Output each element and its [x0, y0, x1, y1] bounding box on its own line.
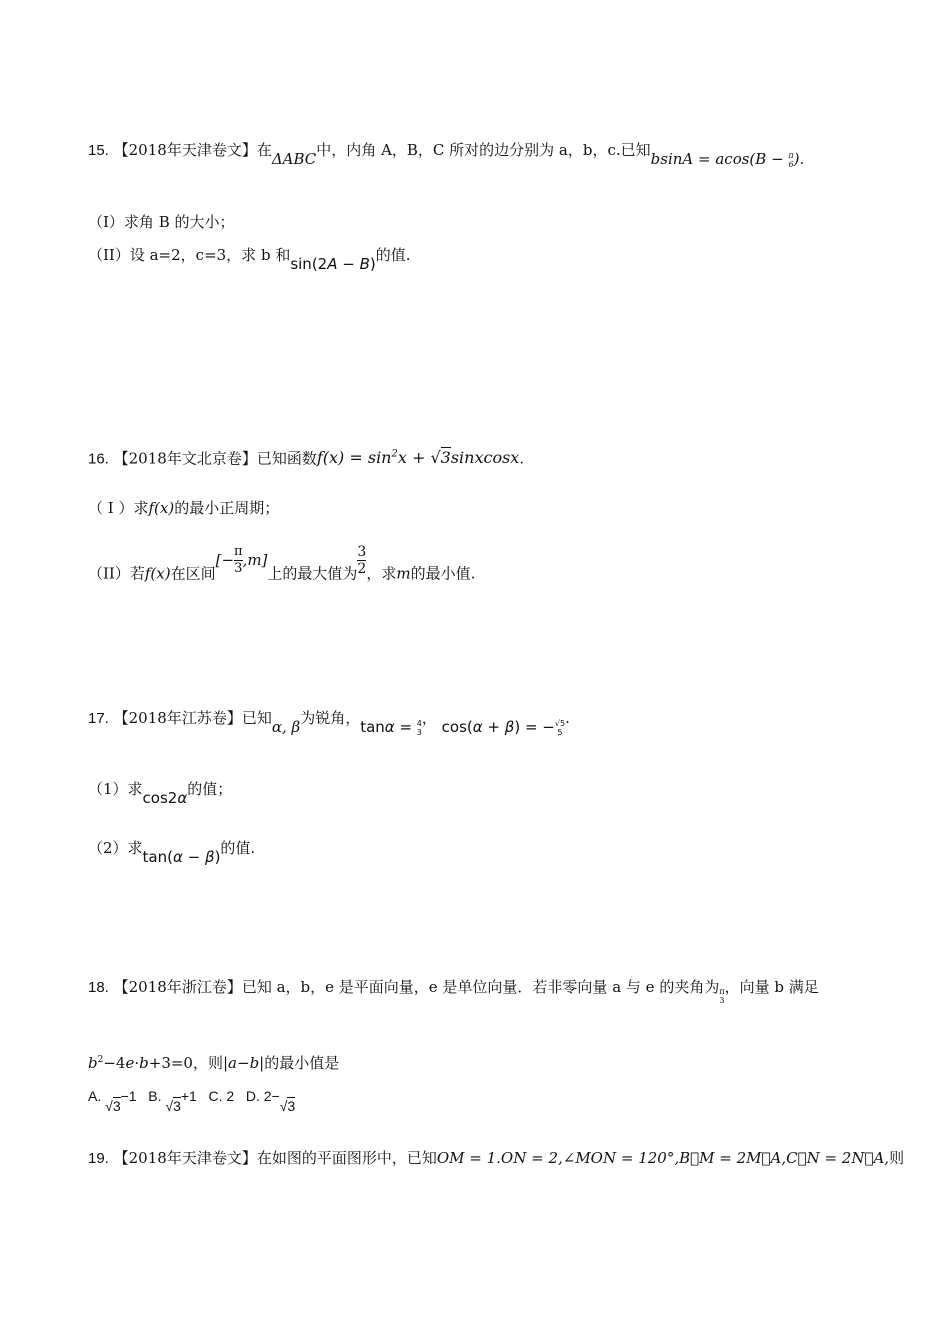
punctuation: .: [519, 449, 525, 468]
question-text: 在: [256, 141, 272, 159]
expression-math: cos2α: [142, 789, 188, 807]
part-text: （II）设 a=2，c=3，求 b 和: [88, 246, 291, 264]
function-math: $f(x) = \sin^2x$ + √3sinxcosx: [316, 448, 520, 468]
question-text: 已知函数: [256, 449, 317, 468]
question-text: 则: [889, 1149, 905, 1167]
tan-given-math: tanα = 4 3: [360, 718, 422, 737]
question-number: 18.: [88, 979, 109, 996]
function-math: f(x): [144, 564, 171, 583]
punctuation: ，: [421, 709, 437, 727]
question-16: [88, 445, 524, 469]
part-text: 的最小值.: [410, 564, 476, 583]
question-source: 【2018年江苏卷】: [113, 709, 242, 727]
option-c: C. 2: [208, 1088, 235, 1104]
option-b-value: √3+1: [165, 1088, 197, 1114]
question-number: 19.: [88, 1150, 109, 1167]
part-text: ，求: [366, 564, 397, 583]
variable-math: m: [396, 564, 411, 583]
question-18-condition: $b^2-4e\cdot b+3=0$，则|a−b|的最小值是: [88, 1054, 340, 1072]
question-source: 【2018年天津卷文】: [113, 141, 257, 159]
question-text: 在如图的平面图形中，已知: [256, 1149, 437, 1167]
part-text: 在区间: [170, 564, 216, 583]
interval-math: [− $\frac{\pi}{3}$ ,m]: [215, 544, 268, 576]
question-number: 17.: [88, 710, 109, 727]
part-text: （2）求: [88, 839, 143, 857]
option-a-label: A.: [88, 1088, 102, 1104]
question-text: 已知: [241, 709, 272, 727]
question-15: [88, 140, 805, 169]
question-15-part-1: （I）求角 B 的大小；: [88, 213, 235, 231]
question-18-options: [88, 1086, 296, 1114]
angle-math: π 3: [719, 987, 725, 1005]
question-text: ，向量 b 满足: [724, 978, 819, 996]
question-19: [88, 1148, 904, 1169]
part-text: （ I ）求: [88, 499, 149, 517]
part-text: 上的最大值为: [267, 564, 358, 583]
question-text: 中，内角 A，B，C 所对的边分别为 a，b，c.已知: [316, 141, 651, 159]
cos-given-math: cos(α + β) = − √5 5: [436, 718, 566, 737]
question-15-part-2: [88, 245, 411, 273]
question-text: 为锐角，: [300, 709, 361, 727]
question-source: 【2018年浙江卷】: [113, 978, 242, 996]
question-text: 已知 a，b，e 是平面向量，e 是单位向量．若非零向量 a 与 e 的夹角为: [241, 978, 720, 996]
option-b-label: B.: [148, 1088, 162, 1104]
option-d-value: √3: [279, 1098, 296, 1114]
punctuation: .: [565, 709, 570, 727]
part-text: 的值.: [375, 246, 411, 264]
question-16-part-1: [88, 498, 279, 518]
option-d-label: D. 2−: [245, 1088, 280, 1104]
expression-math: sin(2A − B): [290, 255, 376, 273]
part-text: （II）若: [88, 564, 145, 583]
part-text: 的值；: [187, 780, 233, 798]
part-text: 的值.: [220, 839, 256, 857]
expression-math: tan(α − β): [142, 848, 221, 866]
question-source: 【2018年天津卷文】: [113, 1149, 257, 1167]
question-16-part-2: [88, 544, 476, 591]
part-text: 的最小正周期；: [174, 499, 280, 517]
question-source: 【2018年文北京卷】: [113, 449, 257, 468]
given-math: OM = 1.ON = 2,∠MON = 120°,B⃗M = 2M⃗A,C⃗N = 2N⃗A,: [436, 1149, 890, 1167]
question-17-part-1: [88, 779, 233, 807]
question-number: 15.: [88, 142, 109, 159]
part-text: （1）求: [88, 780, 143, 798]
question-number: 16.: [88, 450, 109, 468]
question-17: [88, 708, 570, 737]
option-a-value: √3−1: [105, 1088, 137, 1114]
triangle-math: ΔABC: [271, 150, 317, 168]
angles-math: α, β: [271, 718, 301, 736]
function-math: f(x): [148, 499, 175, 517]
given-equation: bsinA = acos(B − π 6 ).: [650, 150, 805, 169]
max-value-math: $\frac{3}{2}$: [357, 544, 367, 577]
question-18: [88, 977, 819, 1005]
question-17-part-2: [88, 838, 256, 866]
